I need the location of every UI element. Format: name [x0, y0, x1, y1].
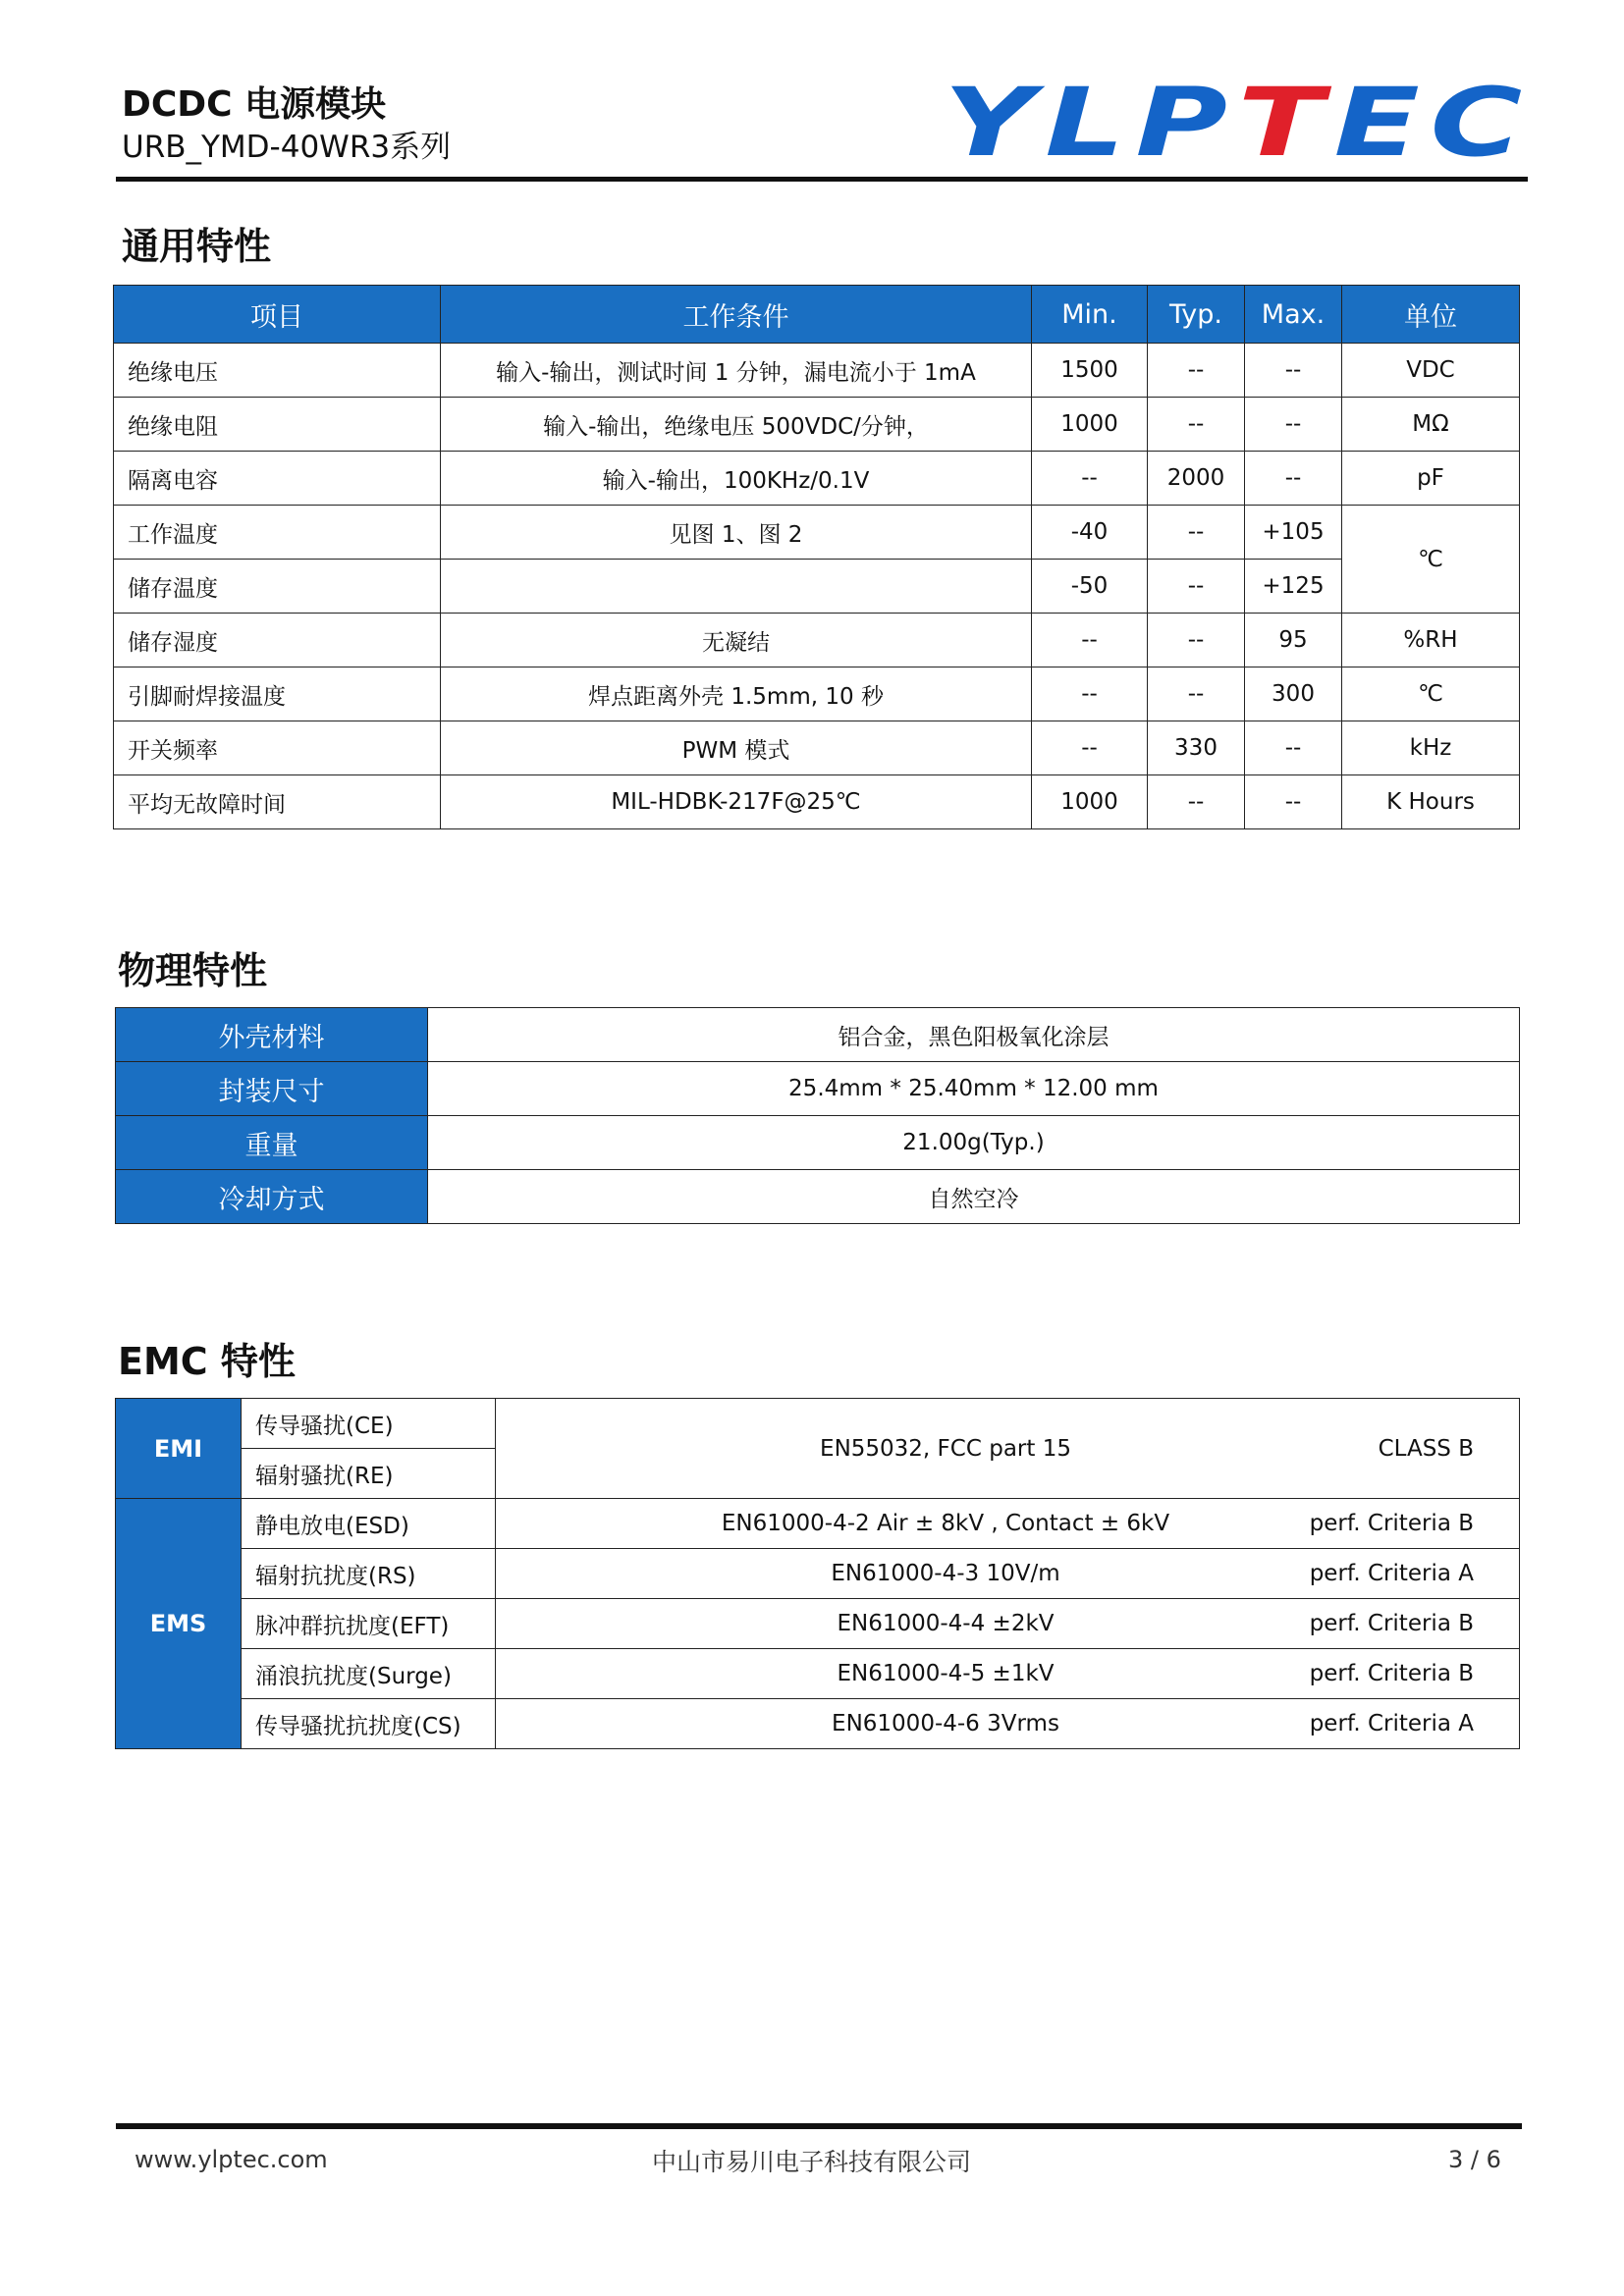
cell-min: -50 [1032, 560, 1148, 614]
test-condition-cell [496, 1699, 1520, 1749]
test-name: 涌浪抗扰度(Surge) [242, 1649, 496, 1699]
cell-min: -- [1032, 614, 1148, 667]
cell-unit: VDC [1342, 344, 1520, 398]
test-standard: EN55032, FCC part 15 [820, 1435, 1071, 1462]
cell-typ: -- [1148, 398, 1245, 452]
table-row [116, 1170, 1520, 1224]
document-title: DCDC 电源模块 [122, 84, 387, 125]
cell-typ: -- [1148, 344, 1245, 398]
cell-max: +125 [1245, 560, 1342, 614]
cell-item: 工作温度 [114, 506, 441, 560]
test-name: 静电放电(ESD) [242, 1499, 496, 1549]
footer-page-number: 3 / 6 [1448, 2146, 1501, 2173]
test-criteria: perf. Criteria B [1309, 1511, 1474, 1536]
cell-max: -- [1245, 721, 1342, 775]
table-row [114, 506, 1520, 560]
table-row [116, 1599, 1520, 1649]
table-row [114, 452, 1520, 506]
cell-typ: -- [1148, 506, 1245, 560]
row-value: 25.4mm * 25.40mm * 12.00 mm [428, 1062, 1520, 1116]
test-standard: EN61000-4-3 10V/m [831, 1561, 1060, 1586]
table-row [114, 398, 1520, 452]
cell-typ: 330 [1148, 721, 1245, 775]
cell-unit: K Hours [1342, 775, 1520, 829]
table-row [116, 1649, 1520, 1699]
test-condition-cell [496, 1649, 1520, 1699]
emc-spec-table [115, 1398, 1520, 1749]
test-criteria: perf. Criteria B [1309, 1611, 1474, 1636]
cell-max: -- [1245, 398, 1342, 452]
table-row [116, 1116, 1520, 1170]
cell-typ: -- [1148, 775, 1245, 829]
table-row [114, 721, 1520, 775]
cell-typ: -- [1148, 614, 1245, 667]
test-standard: EN61000-4-6 3Vrms [832, 1711, 1059, 1736]
cell-unit: kHz [1342, 721, 1520, 775]
footer-divider [116, 2123, 1522, 2129]
cell-condition: 焊点距离外壳 1.5mm, 10 秒 [441, 667, 1032, 721]
series-subtitle: URB_YMD-40WR3系列 [122, 130, 452, 165]
cell-item: 绝缘电阻 [114, 398, 441, 452]
table-row [114, 560, 1520, 614]
cell-item: 平均无故障时间 [114, 775, 441, 829]
cell-unit: ℃ [1342, 667, 1520, 721]
cell-max: -- [1245, 452, 1342, 506]
col-header-max: Max. [1245, 286, 1342, 344]
cell-condition: 见图 1、图 2 [441, 506, 1032, 560]
cell-condition: 输入-输出，测试时间 1 分钟，漏电流小于 1mA [441, 344, 1032, 398]
test-condition-cell [496, 1599, 1520, 1649]
test-name: 传导骚扰(CE) [242, 1399, 496, 1449]
row-label: 冷却方式 [116, 1170, 428, 1224]
cell-item: 储存温度 [114, 560, 441, 614]
test-standard: EN61000-4-4 ±2kV [837, 1611, 1055, 1636]
test-name: 脉冲群抗扰度(EFT) [242, 1599, 496, 1649]
cell-typ: -- [1148, 667, 1245, 721]
col-header-typ: Typ. [1148, 286, 1245, 344]
cell-unit: pF [1342, 452, 1520, 506]
group-emi: EMI [116, 1399, 242, 1499]
test-name: 传导骚扰抗扰度(CS) [242, 1699, 496, 1749]
cell-max: -- [1245, 344, 1342, 398]
cell-condition [441, 560, 1032, 614]
test-criteria: perf. Criteria A [1309, 1561, 1474, 1586]
cell-max: 95 [1245, 614, 1342, 667]
table-row [114, 614, 1520, 667]
test-standard: EN61000-4-5 ±1kV [837, 1661, 1055, 1686]
col-header-unit: 单位 [1342, 286, 1520, 344]
cell-min: -- [1032, 452, 1148, 506]
footer-company: 中山市易川电子科技有限公司 [652, 2148, 972, 2176]
cell-condition: PWM 模式 [441, 721, 1032, 775]
cell-item: 隔离电容 [114, 452, 441, 506]
cell-unit-merged: ℃ [1342, 506, 1520, 614]
cell-min: 1500 [1032, 344, 1148, 398]
table-row [116, 1008, 1520, 1062]
table-row [116, 1399, 1520, 1449]
cell-max: -- [1245, 775, 1342, 829]
test-name: 辐射抗扰度(RS) [242, 1549, 496, 1599]
emi-standard-cell [496, 1399, 1520, 1499]
table-row [116, 1062, 1520, 1116]
col-header-item: 项目 [114, 286, 441, 344]
col-header-min: Min. [1032, 286, 1148, 344]
table-row [114, 775, 1520, 829]
test-name: 辐射骚扰(RE) [242, 1449, 496, 1499]
test-criteria: perf. Criteria A [1309, 1711, 1474, 1736]
cell-item: 绝缘电压 [114, 344, 441, 398]
test-condition-cell [496, 1499, 1520, 1549]
col-header-condition: 工作条件 [441, 286, 1032, 344]
ylptec-logo [941, 80, 1536, 165]
table-row [116, 1549, 1520, 1599]
row-value: 21.00g(Typ.) [428, 1116, 1520, 1170]
test-criteria: CLASS B [1378, 1435, 1474, 1462]
test-condition-cell [496, 1549, 1520, 1599]
cell-item: 储存湿度 [114, 614, 441, 667]
table-row [114, 344, 1520, 398]
cell-min: -- [1032, 721, 1148, 775]
table-row [116, 1499, 1520, 1549]
table-row [116, 1699, 1520, 1749]
test-criteria: perf. Criteria B [1309, 1661, 1474, 1686]
cell-item: 开关频率 [114, 721, 441, 775]
cell-condition: 输入-输出，绝缘电压 500VDC/分钟， [441, 398, 1032, 452]
group-ems: EMS [116, 1499, 242, 1749]
cell-unit: %RH [1342, 614, 1520, 667]
cell-condition: MIL-HDBK-217F@25℃ [441, 775, 1032, 829]
cell-min: -- [1032, 667, 1148, 721]
row-value: 铝合金，黑色阳极氧化涂层 [428, 1008, 1520, 1062]
table-row [114, 667, 1520, 721]
general-spec-table [113, 285, 1520, 829]
cell-typ: 2000 [1148, 452, 1245, 506]
cell-item: 引脚耐焊接温度 [114, 667, 441, 721]
cell-max: +105 [1245, 506, 1342, 560]
header-divider [116, 177, 1528, 182]
footer-website: www.ylptec.com [135, 2146, 328, 2173]
row-label: 封装尺寸 [116, 1062, 428, 1116]
section-title-physical: 物理特性 [118, 949, 268, 992]
cell-condition: 输入-输出，100KHz/0.1V [441, 452, 1032, 506]
test-standard: EN61000-4-2 Air ± 8kV , Contact ± 6kV [721, 1511, 1170, 1536]
row-label: 外壳材料 [116, 1008, 428, 1062]
cell-unit: MΩ [1342, 398, 1520, 452]
logo-wordmark: Y L P T E C [944, 80, 1507, 165]
section-title-emc: EMC 特性 [118, 1340, 296, 1383]
cell-typ: -- [1148, 560, 1245, 614]
table-header-row [114, 286, 1520, 344]
physical-spec-table [115, 1007, 1520, 1224]
cell-min: 1000 [1032, 775, 1148, 829]
cell-min: -40 [1032, 506, 1148, 560]
section-title-general: 通用特性 [122, 225, 272, 268]
cell-condition: 无凝结 [441, 614, 1032, 667]
cell-max: 300 [1245, 667, 1342, 721]
cell-min: 1000 [1032, 398, 1148, 452]
row-value: 自然空冷 [428, 1170, 1520, 1224]
row-label: 重量 [116, 1116, 428, 1170]
